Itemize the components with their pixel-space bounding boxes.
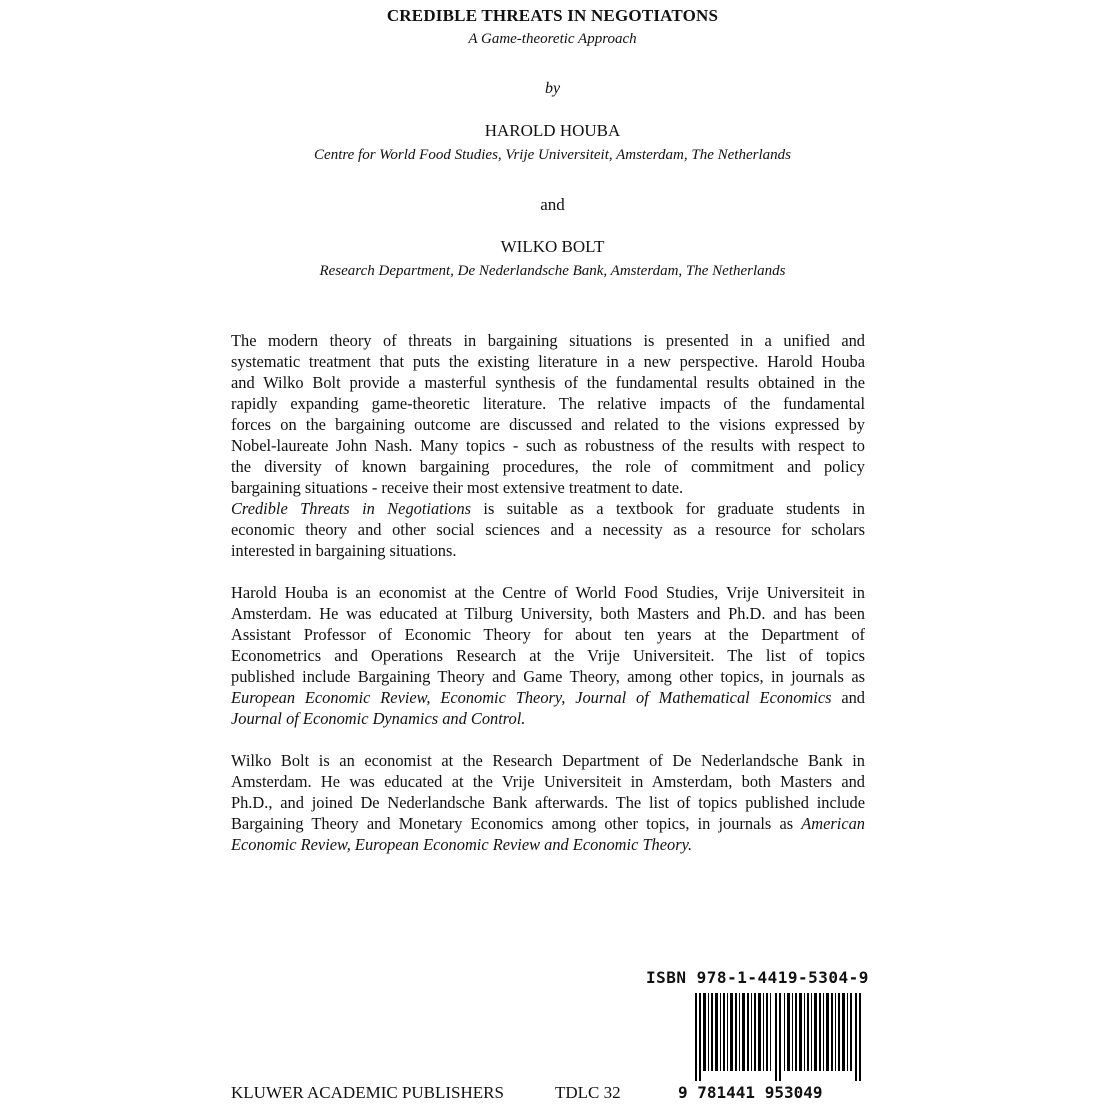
book-description	[231, 330, 865, 561]
description-line: systematic treatment that puts the existing literature in a new perspective. Harold Houba	[231, 352, 865, 371]
bio-line: Ph.D., and joined De Nederlandsche Bank afterwards. The list of topics published include	[231, 793, 865, 812]
barcode-digits: 9 781441 953049	[678, 1083, 823, 1102]
bio-text: Bargaining Theory and Monetary Economics among other topics, in journals as	[231, 814, 802, 833]
description-line: the diversity of known bargaining procedures, the role of commitment and policy	[231, 457, 865, 476]
bio-line: Amsterdam. He was educated at Tilburg University, both Masters and Ph.D. and has been	[231, 604, 865, 623]
and-conjunction: and	[540, 195, 565, 214]
journal-list-italic: Journal of Economic Dynamics and Control.	[231, 709, 526, 728]
book-title-italic: Credible Threats in Negotiations	[231, 499, 472, 518]
bio-line	[231, 708, 865, 729]
description-line: rapidly expanding game-theoretic literature. The relative impacts of the fundamental	[231, 394, 865, 413]
isbn-label: ISBN 978-1-4419-5304-9	[646, 968, 869, 987]
bio-line	[231, 813, 865, 834]
by-line: by	[544, 80, 561, 97]
bio-line: Amsterdam. He was educated at the Vrije Universiteit in Amsterdam, both Masters and	[231, 772, 865, 791]
book-subtitle: A Game-theoretic Approach	[468, 31, 637, 47]
journal-list-italic: European Economic Review, Economic Theory, Journal of Mathematical Economics	[231, 688, 832, 707]
bio-line: Assistant Professor of Economic Theory for about ten years at the Department of	[231, 625, 865, 644]
affiliation-houba: Centre for World Food Studies, Vrije Universiteit, Amsterdam, The Netherlands	[314, 147, 791, 163]
bio-line	[231, 687, 865, 708]
description-line: forces on the bargaining outcome are discussed and related to the visions expressed by	[231, 415, 865, 434]
description-line: interested in bargaining situations.	[231, 541, 457, 560]
journal-list-italic: Economic Review, European Economic Review and Economic Theory.	[231, 835, 693, 854]
bio-line	[231, 834, 865, 855]
journal-list-italic: American	[801, 814, 865, 833]
bio-bolt	[231, 750, 865, 855]
author-bolt: WILKO BOLT	[500, 237, 605, 256]
description-line: and Wilko Bolt provide a masterful synthesis of the fundamental results obtained in the	[231, 373, 865, 392]
description-line: The modern theory of threats in bargaining situations is presented in a unified and	[231, 331, 865, 350]
barcode-graphic	[695, 993, 865, 1081]
description-line	[231, 498, 865, 519]
bio-line: published include Bargaining Theory and Game Theory, among other topics, in journals as	[231, 667, 865, 686]
bio-houba	[231, 582, 865, 729]
author-houba: HAROLD HOUBA	[484, 121, 621, 140]
description-line: bargaining situations - receive their most extensive treatment to date.	[231, 478, 684, 497]
series-code: TDLC 32	[555, 1083, 621, 1102]
publisher-name: KLUWER ACADEMIC PUBLISHERS	[231, 1083, 504, 1102]
bio-line: Econometrics and Operations Research at the Vrije Universiteit. The list of topics	[231, 646, 865, 665]
bio-text: and	[831, 688, 866, 707]
book-title: CREDIBLE THREATS IN NEGOTIATONS	[386, 6, 719, 25]
bio-line: Wilko Bolt is an economist at the Research Department of De Nederlandsche Bank in	[231, 751, 865, 770]
description-text: is suitable as a textbook for graduate students in	[471, 499, 865, 518]
description-line: Nobel-laureate John Nash. Many topics - such as robustness of the results with respect to	[231, 436, 865, 455]
description-line: economic theory and other social sciences and a necessity as a resource for scholars	[231, 520, 865, 539]
bio-line: Harold Houba is an economist at the Centre of World Food Studies, Vrije Universiteit in	[231, 583, 865, 602]
affiliation-bolt: Research Department, De Nederlandsche Bank, Amsterdam, The Netherlands	[319, 263, 786, 279]
